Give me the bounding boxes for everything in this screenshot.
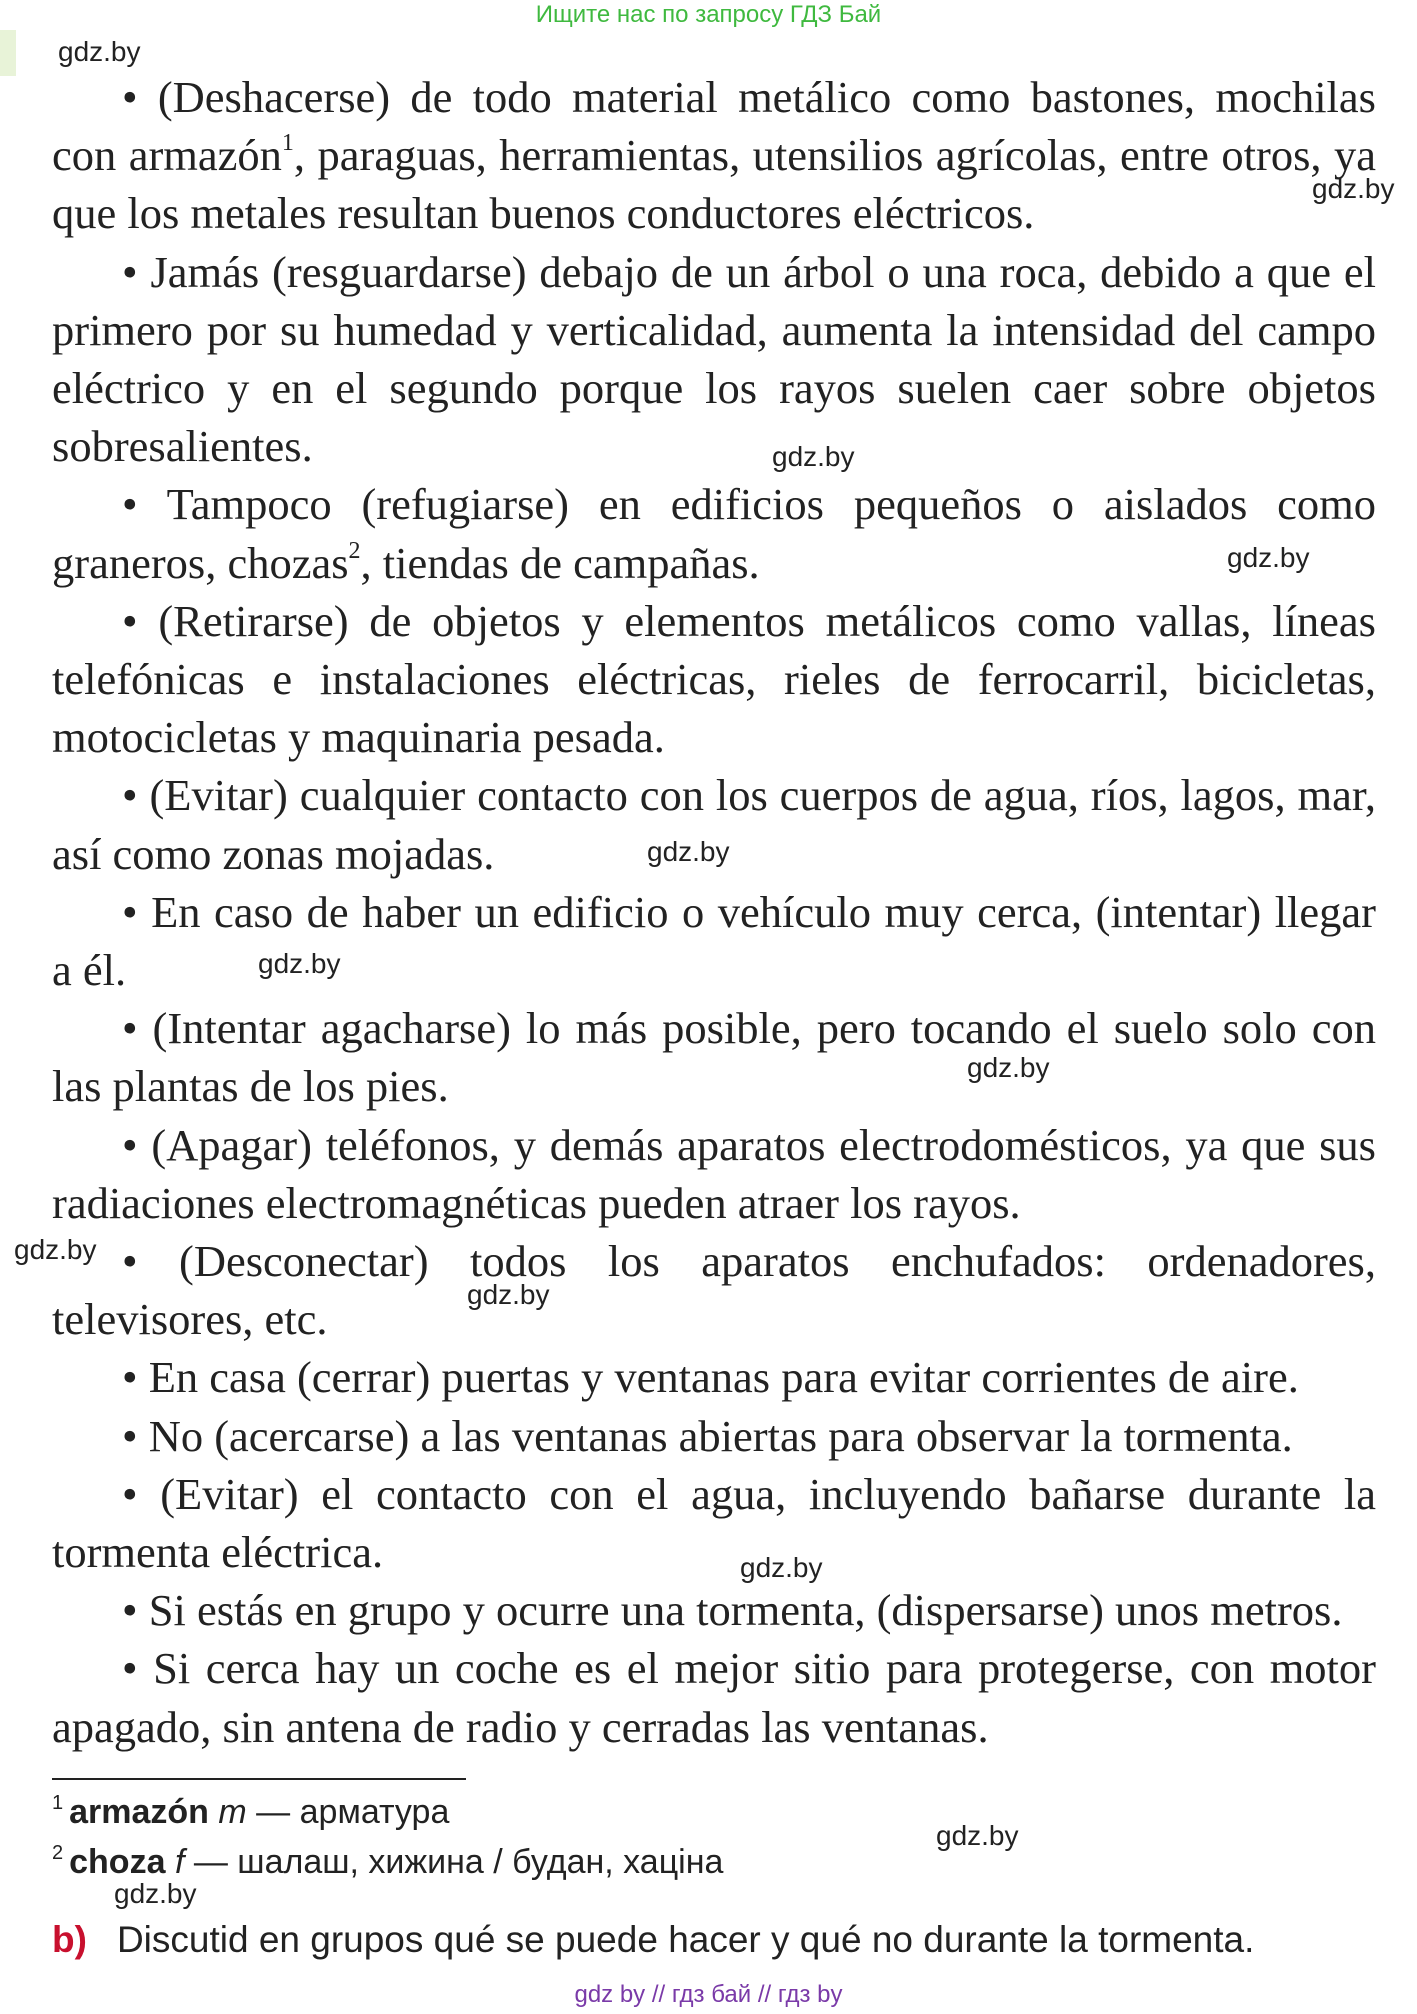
task-text: Discutid en grupos qué se puede hacer y qué no durante la tormenta. xyxy=(116,1919,1255,1960)
watermark: gdz.by xyxy=(1312,173,1395,204)
watermark: gdz.by xyxy=(936,1820,1019,1851)
paragraph: • En casa (cerrar) puertas y ventanas para evitar corrientes de aire. xyxy=(122,1352,1299,1403)
watermark: gdz.by xyxy=(740,1552,823,1583)
paragraph: • Si estás en grupo y ocurre una tormenta, (dispersarse) unos metros. xyxy=(122,1585,1343,1636)
watermark: gdz.by xyxy=(467,1279,550,1310)
footnote-divider xyxy=(52,1778,466,1780)
watermark: gdz.by xyxy=(114,1878,197,1909)
paragraph: • Jamás (resguardarse) debajo de un árbol o una roca, debido a que el primero por su humedad y verticalidad, aumenta la intensidad del campo eléctrico y en el segundo porque los rayos suelen caer sobre objetos sobresalientes. xyxy=(52,246,1376,472)
footnotes xyxy=(52,1790,723,1890)
watermark: gdz.by xyxy=(14,1234,97,1265)
paragraph: • (Retirarse) de objetos y elementos metálicos como vallas, líneas telefónicas e instalaciones eléctricas, rieles de ferrocarril, bicicletas, motocicletas y maquinaria pesada. xyxy=(52,595,1376,763)
body-text xyxy=(52,68,1376,1756)
watermark: gdz.by xyxy=(1227,542,1310,573)
paragraph: • (Intentar agacharse) lo más posible, pero tocando el suelo solo con las plantas de los pies. xyxy=(52,1003,1376,1112)
task-label: b) xyxy=(52,1919,87,1960)
task-b xyxy=(52,1916,1254,1964)
paragraph: • (Evitar) el contacto con el agua, incluyendo bañarse durante la tormenta eléctrica. xyxy=(52,1468,1376,1578)
paragraph: • Tampoco (refugiarse) en edificios pequeños o aislados como graneros, chozas$^2$, tiendas de campañas. xyxy=(52,479,1376,588)
paragraph: • No (acercarse) a las ventanas abiertas para observar la tormenta. xyxy=(122,1410,1293,1461)
footnote: $^2$ choza f — шалаш, хижина / будан, хаціна xyxy=(52,1842,724,1881)
watermark: gdz.by xyxy=(772,441,855,472)
corner-tab xyxy=(0,30,16,76)
watermark: gdz.by xyxy=(258,948,341,979)
footnote-ref: 2 xyxy=(348,537,361,564)
top-banner[interactable]: Ищите нас по запросу ГДЗ Бай xyxy=(535,1,882,28)
bottom-banner[interactable]: gdz by // гдз бай // гдз by xyxy=(574,1981,843,2008)
paragraph: • En caso de haber un edificio o vehículo muy cerca, (intentar) llegar a él. xyxy=(52,886,1376,996)
paragraph: • (Evitar) cualquier contacto con los cuerpos de agua, ríos, lagos, mar, así como zonas mojadas. xyxy=(52,770,1376,879)
watermark: gdz.by xyxy=(967,1052,1050,1083)
watermark: gdz.by xyxy=(647,836,730,867)
paragraph: • (Apagar) teléfonos, y demás aparatos electrodomésticos, ya que sus radiaciones electromagnéticas pueden atraer los rayos. xyxy=(52,1119,1376,1228)
watermark: gdz.by xyxy=(58,36,141,67)
paragraph: • (Desconectar) todos los aparatos enchufados: ordenadores, televisores, etc. xyxy=(52,1236,1376,1345)
paragraph: • Si cerca hay un coche es el mejor sitio para protegerse, con motor apagado, sin antena de radio y cerradas las ventanas. xyxy=(52,1643,1376,1752)
footnote: $^1$ armazón m — арматура xyxy=(52,1792,450,1831)
paragraph: • (Deshacerse) de todo material metálico como bastones, mochilas con armazón$^1$, paraguas, herramientas, utensilios agrícolas, entre otros, ya que los metales resultan buenos conductores eléctricos. xyxy=(52,72,1376,239)
footnote-ref: 1 xyxy=(281,130,294,157)
